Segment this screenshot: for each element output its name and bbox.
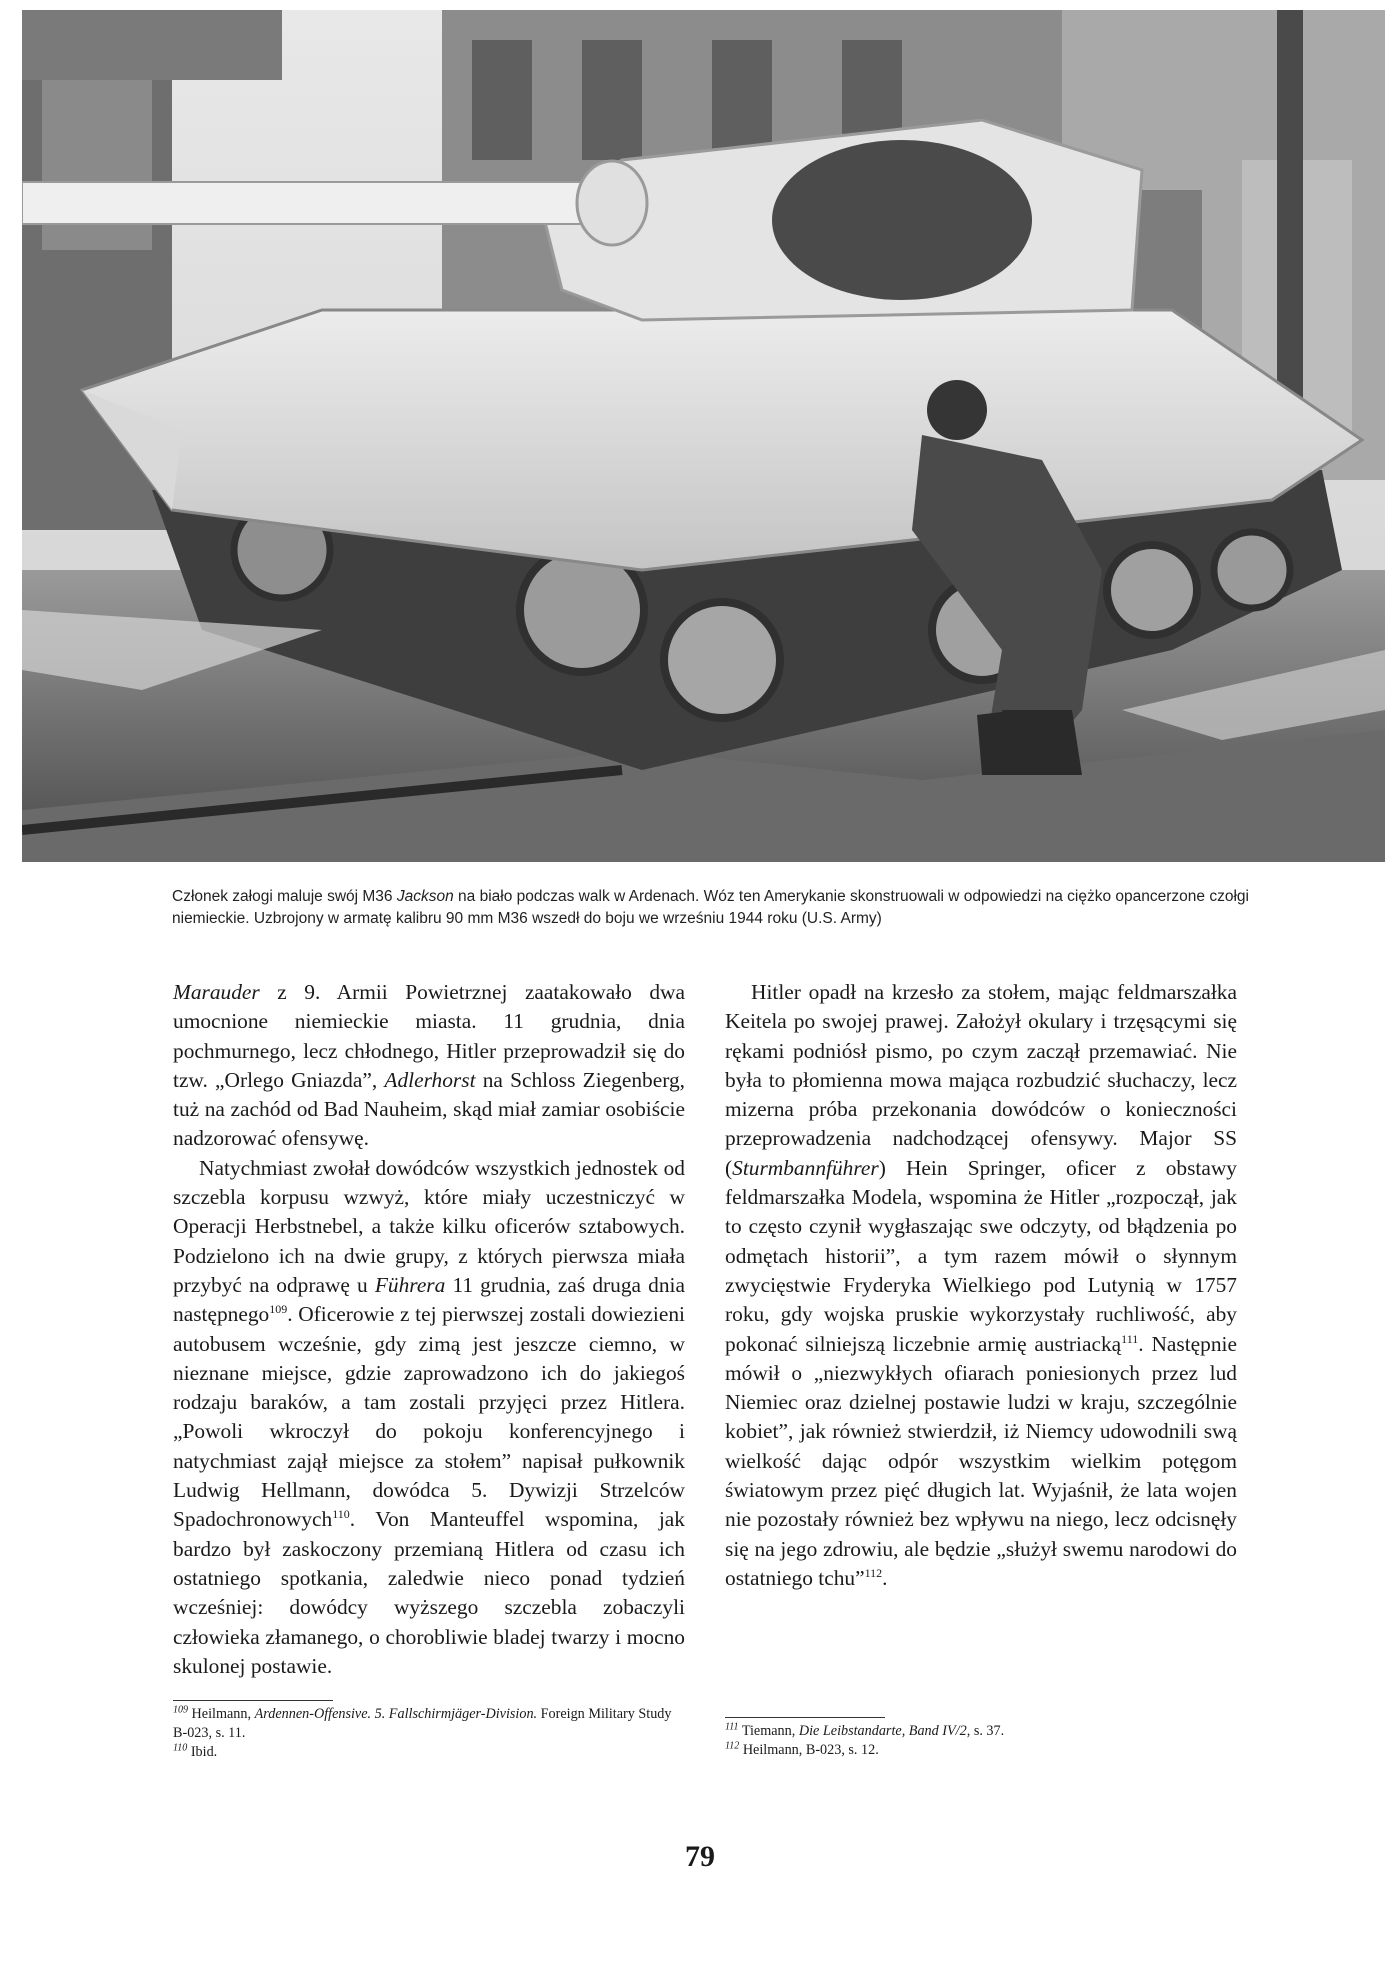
footnote-divider [725, 1717, 885, 1718]
left-p2-text-e: . Von Manteuffel wspomina, jak bardzo był zaskoczony przemianą Hitlera od czasu ich ostatniego spotkania, zaledwie nieco ponad tydzień wcześniej: dowódcy wyższego szczebla zobaczyli człowieka złamanego, o chorobliwie bladej twarzy i mocno skulonej postawie. [173, 1507, 685, 1678]
right-p1-text-c: ) Hein Springer, oficer z obstawy feldmarszałka Modela, wspomina że Hitler „rozpoczął, jak to często czynił wygłaszając swe odczyty, od błądzenia po odmętach historii”, a tym razem mówił o słynnym zwycięstwie Fryderyka Wielkiego pod Lutynią w 1757 roku, gdy wojska pruskie wykorzystały ruchliwość, aby pokonać silniejszą liczebnie armię austriacką [725, 1155, 1237, 1356]
footnote-text: Ibid. [190, 1744, 218, 1760]
footnote-ref-110[interactable]: 110 [332, 1507, 350, 1522]
left-p1-text-b: z 9. Armii Powietrznej zaatakowało dwa umocnione niemieckie miasta. 11 grudnia, dnia pochmurnego, lecz chłodnego, Hitler przeprowadził się do tzw. „Orlego Gniazda”, [173, 980, 685, 1092]
right-p1-text-a: Hitler opadł na krzesło za stołem, mając feldmarszałka Keitela po swojej prawej. Założył okulary i trzęsącymi się rękami podniósł pismo, po czym zaczął przemawiać. Nie była to płomienna mowa mająca rozbudzić słuchaczy, lecz mizerna próba przekonania dowódców o konieczności przeprowadzenia nadchodzącej ofensywy. Major SS ( [725, 980, 1237, 1180]
footnote-ref-112[interactable]: 112 [864, 1565, 883, 1580]
left-p2-text-c: 11 grudnia, zaś druga dnia następnego [173, 1272, 685, 1327]
tank-photo [22, 10, 1385, 862]
footnote-111 [725, 1722, 1237, 1741]
right-paragraph-1 [725, 978, 1237, 1593]
footnote-112 [725, 1741, 1237, 1760]
footnote-ref-109[interactable]: 109 [269, 1302, 288, 1317]
left-paragraph-1 [173, 978, 685, 1154]
footnote-number: 112 [725, 1740, 740, 1752]
right-p1-text-e: . [882, 1565, 888, 1590]
footnote-title: Die Leibstandarte, Band IV/2 [798, 1723, 967, 1739]
right-p1-italic-b: Sturmbannführer [732, 1155, 879, 1180]
footnote-number: 111 [725, 1721, 739, 1733]
footnote-text: Heilmann, B-023, s. 12. [742, 1742, 879, 1758]
footnote-number: 109 [173, 1704, 188, 1716]
left-p1-italic-a: Marauder [173, 980, 260, 1004]
footnote-ref-111[interactable]: 111 [1121, 1331, 1139, 1346]
left-paragraph-2 [173, 1154, 685, 1681]
footnote-text: Tiemann, [741, 1723, 799, 1739]
footnote-text: , s. 37. [966, 1723, 1005, 1739]
footnotes-left [173, 1700, 685, 1762]
left-p1-italic-c: Adlerhorst [384, 1067, 476, 1092]
caption-text-2: na biało podczas walk w Ardenach. Wóz ten Amerykanie skonstruowali w odpowiedzi na ciężko opancerzone czołgi niemieckie. Uzbrojony w armatę kalibru 90 mm M36 wszedł do boju we wrześniu 1944 roku (U.S. Army) [172, 888, 1249, 927]
right-p1-text-d: . Następnie mówił o „niezwykłych ofiarach poniesionych przez lud Niemiec oraz dzielnej postawie ludzi w kraju, szczególnie kobiet”, jak również stwierdził, iż Niemcy udowodnili swą wielkość dając odpór wszystkim wielkim potęgom światowym przez pięć długich lat. Wyjaśnił, że lata wojen nie pozostały również bez wpływu na niego, lecz odcisnęły się na jego zdrowiu, ale będzie „służył swemu narodowi do ostatniego tchu” [725, 1331, 1237, 1590]
right-column [725, 978, 1237, 1593]
caption-text-1: Członek załogi maluje swój M36 [172, 888, 397, 905]
footnote-110 [173, 1743, 685, 1762]
photo-caption [172, 886, 1252, 930]
footnote-109 [173, 1705, 685, 1743]
footnote-divider [173, 1700, 333, 1701]
left-p2-italic-b: Führera [374, 1272, 446, 1297]
footnotes-right [725, 1717, 1237, 1760]
footnote-number: 110 [173, 1742, 188, 1754]
tank-illustration [22, 10, 1385, 862]
left-column [173, 978, 685, 1681]
left-p1-text-d: na Schloss Ziegenberg, tuż na zachód od Bad Nauheim, skąd miał zamiar osobiście nadzorować ofensywę. [173, 1067, 686, 1151]
footnote-text: Foreign Military Study B-023, s. 11. [173, 1706, 672, 1741]
page-number: 79 [685, 1840, 715, 1873]
footnote-text: Heilmann, [191, 1706, 255, 1722]
left-p2-text-d: . Oficerowie z tej pierwszej zostali dowiezieni autobusem wcześnie, gdy zimą jest jeszcze ciemno, w nieznane miejsce, gdzie zaprowadzono ich do jakiegoś rodzaju baraków, a tam zostali przyjęci przez Hitlera. „Powoli wkroczył do pokoju konferencyjnego i natychmiast zajął miejsce za stołem” napisał pułkownik Ludwig Hellmann, dowódca 5. Dywizji Strzelców Spadochronowych [173, 1302, 685, 1532]
caption-italic: Jackson [396, 888, 454, 905]
left-p2-text-a: Natychmiast zwołał dowódców wszystkich jednostek od szczebla korpusu wzwyż, które miały uczestniczyć w Operacji Herbstnebel, a także kilku oficerów sztabowych. Podzielono ich na dwie grupy, z których pierwsza miała przybyć na odprawę u [173, 1155, 685, 1297]
footnote-title: Ardennen-Offensive. 5. Fallschirmjäger-Division. [254, 1706, 538, 1722]
